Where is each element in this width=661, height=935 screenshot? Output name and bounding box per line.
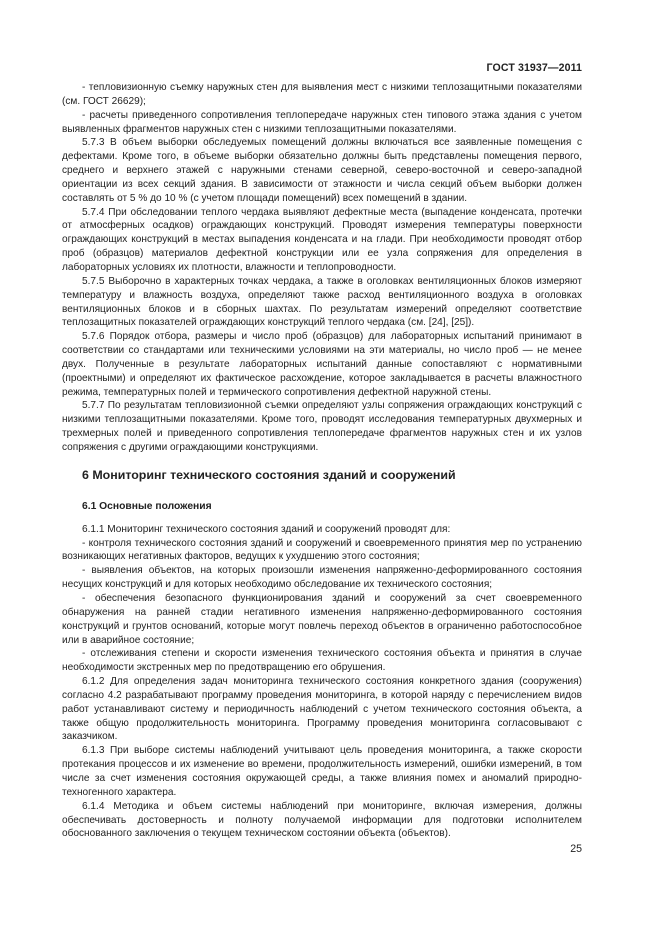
- paragraph-5-7-4: 5.7.4 При обследовании теплого чердака выявляют дефектные места (выпадение конденсата, протечки от атмосферных осадков) ограждающих конструкций. Проводят измерения температуры поверхности ограждающих конструкций в местах выпадения конденсата и на глади. При необходимости проводят отбор проб (образцов) материалов дефектной конструкции или ее узла сопряжения для определения в лабораторных условиях их плотности, влажности и теплопроводности.: [62, 206, 582, 273]
- bullet-thermal-imaging: - тепловизионную съемку наружных стен для выявления мест с низкими теплозащитными показателями (см. ГОСТ 26629);: [62, 82, 582, 107]
- paragraph-5-7-5: 5.7.5 Выборочно в характерных точках чердака, а также в оголовках вентиляционных блоков измеряют температуру и влажность воздуха, определяют также расход вентиляционного воздуха в оголовках вентиляционных блоков и в сборных шахтах. По результатам измерений определяют соответствие теплозащитных показателей ограждающих конструкций теплого чердака (см. [24], [25]).: [62, 275, 582, 329]
- page-number: 25: [570, 843, 582, 855]
- bullet-safe-operation: - обеспечения безопасного функционирования зданий и сооружений за счет своевременного обнаружения на ранней стадии негативного изменения напряженно-деформированного состояния конструкций и грунтов оснований, которые могут повлечь переход объектов в ограниченно работоспособное или в аварийное состояние;: [62, 593, 582, 646]
- bullet-identify-objects: - выявления объектов, на которых произошли изменения напряженно-деформированного состояния несущих конструкций и для которых необходимо обследование их технического состояния;: [62, 565, 582, 591]
- subsection-6-1-heading: 6.1 Основные положения: [82, 500, 212, 512]
- paragraph-5-7-3: 5.7.3 В объем выборки обследуемых помещений должны включаться все заявленные помещения с дефектами. Кроме того, в объеме выборки обязательно должны быть представлены помещения первого, среднего и верхнего этажей с наружными стенами северной, северо-восточной и северо-западной ориентации из всех секций здания. В зависимости от этажности и числа секций объем выборки должен составлять от 5 % до 10 % (с учетом площади помещений) всех помещений в здании.: [62, 137, 582, 204]
- paragraph-6-1-3: 6.1.3 При выборе системы наблюдений учитывают цель проведения мониторинга, а также скорости протекания процессов и их изменение во времени, продолжительность измерений, ошибки измерений, в том числе за счет изменения состояния окружающей среды, а также влияния помех и аномалий природно-техногенного характера.: [62, 745, 582, 798]
- section-6-heading: 6 Мониторинг технического состояния зданий и сооружений: [82, 467, 456, 482]
- paragraph-6-1-2: 6.1.2 Для определения задач мониторинга технического состояния конкретного здания (сооружения) согласно 4.2 разрабатывают программу проведения мониторинга, в которой наряду с перечислением видов работ устанавливают систему и периодичность наблюдений с учетом технического состояния объекта, а также общую продолжительность мониторинга. Программу проведения мониторинга согласовывают с заказчиком.: [62, 676, 582, 743]
- bullet-resistance-calculation: - расчеты приведенного сопротивления теплопередаче наружных стен типового этажа здания с учетом выявленных фрагментов наружных стен с низкими теплозащитными показателями.: [62, 109, 582, 135]
- page-body: [62, 81, 582, 841]
- paragraph-6-1-4: 6.1.4 Методика и объем системы наблюдений при мониторинге, включая измерения, должны обеспечивать достоверность и полноту получаемой информации для подготовки исполнителем обоснованного заключения о текущем техническом состоянии объекта (объектов).: [62, 800, 582, 840]
- document-code-header: ГОСТ 31937—2011: [486, 62, 582, 74]
- bullet-track-changes: - отслеживания степени и скорости изменения технического состояния объекта и принятия в случае необходимости экстренных мер по предотвращению его обрушения.: [62, 648, 582, 674]
- paragraph-5-7-6: 5.7.6 Порядок отбора, размеры и число проб (образцов) для лабораторных испытаний принимают в соответствии со стандартами или техническими условиями на эти материалы, но число проб — не менее двух. Полученные в результате лабораторных испытаний данные сопоставляют с нормативными (проектными) и определяют их фактическое расхождение, которое закладывается в расчеты влажностного режима, температурных полей и термического сопротивления дефектной наружной стены.: [62, 331, 582, 398]
- paragraph-5-7-7: 5.7.7 По результатам тепловизионной съемки определяют узлы сопряжения ограждающих конструкций с низкими теплозащитными показателями. Кроме того, проводят исследования температурных двухмерных и трехмерных полей и приведенного сопротивления теплопередаче фрагментов наружных стен и их узлов сопряжения с другими ограждающими конструкциями.: [62, 400, 582, 453]
- bullet-monitoring-control: - контроля технического состояния зданий и сооружений и своевременного принятия мер по устранению возникающих негативных факторов, ведущих к ухудшению этого состояния;: [62, 537, 582, 563]
- paragraph-6-1-1: 6.1.1 Мониторинг технического состояния зданий и сооружений проводят для:: [82, 523, 451, 535]
